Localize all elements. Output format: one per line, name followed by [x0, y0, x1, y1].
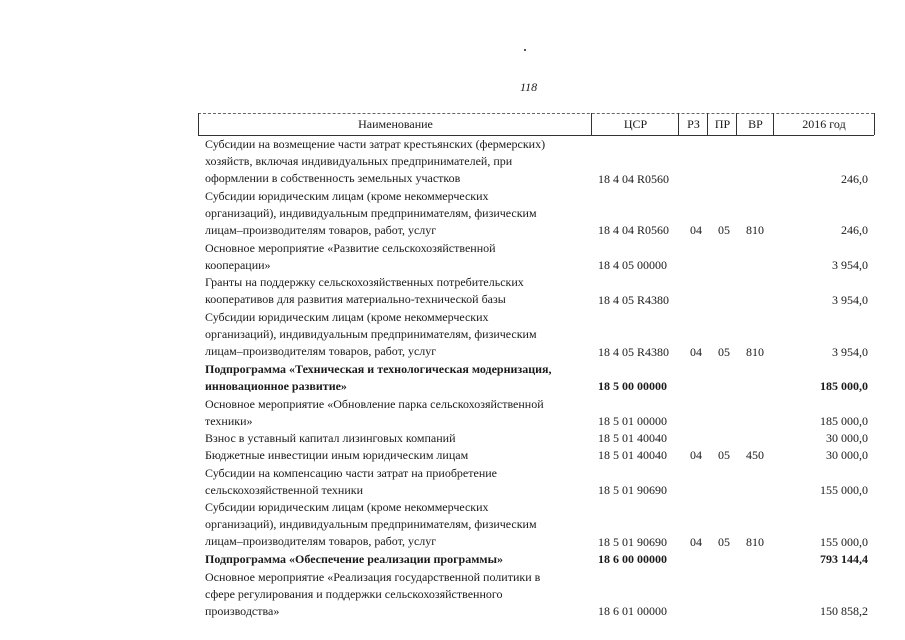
table-row [0, 447, 905, 464]
row-name-line: Бюджетные инвестиции иным юридическим лицам [205, 448, 469, 463]
row-name [205, 569, 585, 620]
row-rz: 04 [690, 448, 702, 463]
header-pr: ПР [707, 113, 737, 135]
row-pr: 05 [718, 448, 730, 463]
row-name-line: Субсидии юридическим лицам (кроме некоммерческих [205, 500, 489, 515]
page-number: 118 [520, 80, 538, 94]
row-name-line: лицам–производителям товаров, работ, услуг [205, 534, 437, 549]
table-row [0, 188, 905, 240]
row-vr: 810 [746, 223, 764, 238]
table-row [0, 430, 905, 447]
row-name-line: кооперативов для развития материально-технической базы [205, 292, 506, 307]
row-csr: 18 4 04 R0560 [598, 171, 670, 186]
row-name [205, 188, 585, 239]
row-pr: 05 [718, 344, 730, 359]
row-name-line: Подпрограмма «Техническая и технологическая модернизация, [205, 361, 552, 376]
row-amount: 185 000,0 [820, 379, 868, 394]
row-amount: 185 000,0 [820, 413, 868, 428]
table-row [0, 465, 905, 500]
row-csr: 18 5 01 90690 [598, 534, 667, 549]
table-row [0, 569, 905, 621]
row-name-line: лицам–производителям товаров, работ, услуг [205, 222, 437, 237]
row-amount: 246,0 [841, 223, 868, 238]
row-csr: 18 4 05 R4380 [598, 292, 670, 307]
row-amount: 30 000,0 [826, 431, 868, 446]
row-vr: 810 [746, 534, 764, 549]
row-csr: 18 5 01 90690 [598, 482, 667, 497]
row-csr: 18 5 01 40040 [598, 431, 667, 446]
table-row [0, 361, 905, 396]
row-name-line: техники» [205, 413, 253, 428]
table-row [0, 240, 905, 275]
row-vr: 450 [746, 448, 764, 463]
row-name [205, 136, 585, 187]
row-amount: 3 954,0 [832, 344, 868, 359]
row-name-line: кооперации» [205, 257, 271, 272]
row-name [205, 274, 585, 308]
row-name [205, 465, 585, 499]
header-year: 2016 год [773, 113, 875, 135]
row-name [205, 499, 585, 550]
row-rz: 04 [690, 534, 702, 549]
row-name [205, 430, 585, 447]
row-name-line: Подпрограмма «Обеспечение реализации программы» [205, 552, 503, 567]
row-name-line: Субсидии на возмещение части затрат крестьянских (фермерских) [205, 137, 546, 151]
table-header [198, 113, 874, 135]
row-csr: 18 5 00 00000 [598, 379, 667, 394]
row-name-line: Основное мероприятие «Обновление парка сельскохозяйственной [205, 396, 544, 411]
row-name-line: Субсидии юридическим лицам (кроме некоммерческих [205, 188, 489, 203]
header-name: Наименование [198, 113, 592, 135]
row-amount: 793 144,4 [820, 552, 868, 567]
row-name-line: организаций), индивидуальным предпринимателям, физическим [205, 517, 537, 532]
row-amount: 3 954,0 [832, 258, 868, 273]
row-rz: 04 [690, 344, 702, 359]
row-name [205, 240, 585, 274]
row-name-line: Субсидии на компенсацию части затрат на приобретение [205, 465, 497, 480]
row-pr: 05 [718, 223, 730, 238]
header-vr: ВР [736, 113, 774, 135]
table-row [0, 274, 905, 309]
scan-speck [524, 49, 526, 51]
row-name-line: Субсидии юридическим лицам (кроме некоммерческих [205, 310, 489, 324]
row-csr: 18 4 05 00000 [598, 258, 667, 273]
row-name [205, 396, 585, 430]
row-pr: 05 [718, 534, 730, 549]
row-vr: 810 [746, 344, 764, 359]
table-row [0, 396, 905, 431]
row-name-line: сельскохозяйственной техники [205, 482, 363, 497]
row-name [205, 447, 585, 464]
header-csr: ЦСР [591, 113, 679, 135]
row-name-line: хозяйств, включая индивидуальных предпринимателей, при [205, 154, 513, 168]
row-name-line: сфере регулирования и поддержки сельскохозяйственного [205, 586, 503, 601]
row-csr: 18 5 01 40040 [598, 448, 667, 463]
table-row [0, 499, 905, 551]
row-name-line: Основное мероприятие «Реализация государственной политики в [205, 569, 541, 584]
row-name-line: инновационное развитие» [205, 378, 347, 393]
row-name-line: организаций), индивидуальным предпринимателям, физическим [205, 327, 537, 341]
row-amount: 150 858,2 [820, 604, 868, 619]
row-name-line: Основное мероприятие «Развитие сельскохозяйственной [205, 240, 496, 255]
row-amount: 3 954,0 [832, 292, 868, 307]
row-name [205, 361, 585, 395]
row-csr: 18 6 01 00000 [598, 604, 667, 619]
row-amount: 246,0 [841, 171, 868, 186]
row-name-line: оформлении в собственность земельных участков [205, 171, 461, 185]
row-amount: 30 000,0 [826, 448, 868, 463]
row-amount: 155 000,0 [820, 534, 868, 549]
row-name-line: производства» [205, 603, 280, 618]
header-rz: РЗ [678, 113, 708, 135]
row-csr: 18 4 05 R4380 [598, 344, 670, 359]
row-name-line: организаций), индивидуальным предпринимателям, физическим [205, 205, 537, 220]
row-name-line: Взнос в уставный капитал лизинговых компаний [205, 431, 456, 446]
row-amount: 155 000,0 [820, 482, 868, 497]
row-name [205, 309, 585, 360]
row-name-line: лицам–производителям товаров, работ, услуг [205, 344, 437, 358]
row-csr: 18 4 04 R0560 [598, 223, 670, 238]
row-name-line: Гранты на поддержку сельскохозяйственных потребительских [205, 275, 524, 290]
row-csr: 18 6 00 00000 [598, 552, 667, 567]
table-row [0, 551, 905, 568]
table-row [0, 309, 905, 361]
row-name [205, 551, 585, 568]
row-csr: 18 5 01 00000 [598, 413, 667, 428]
table-row [0, 136, 905, 188]
row-rz: 04 [690, 223, 702, 238]
